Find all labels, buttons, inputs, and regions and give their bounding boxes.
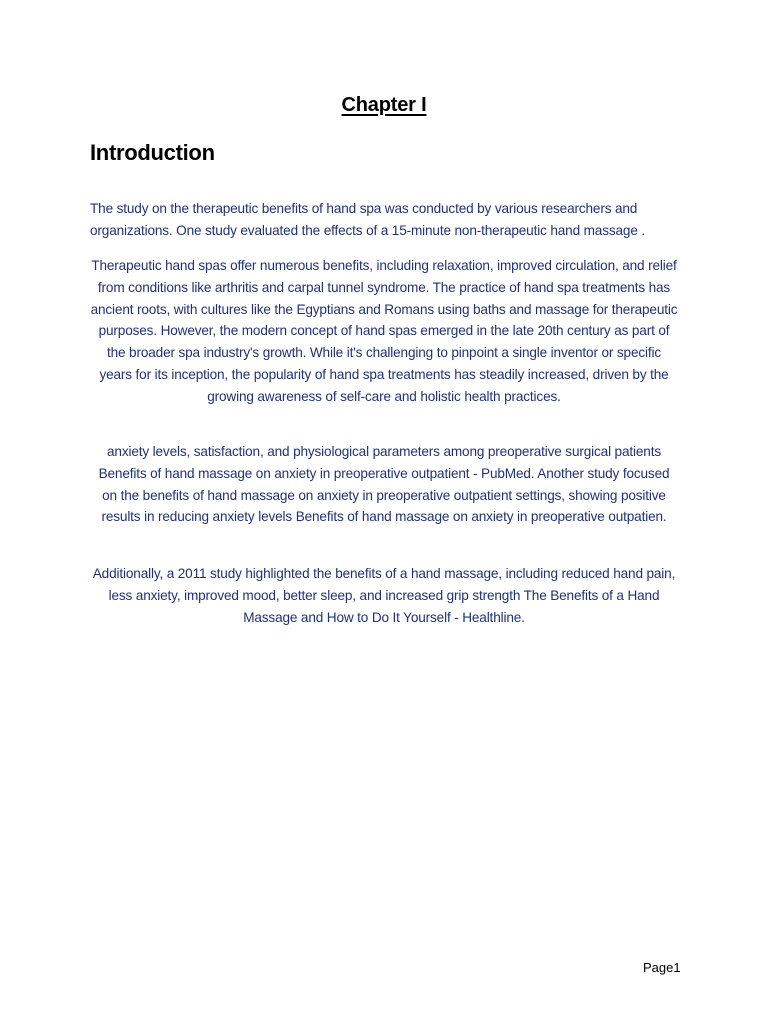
paragraph-2: Therapeutic hand spas offer numerous benefits, including relaxation, improved circulation, and relief from conditions like arthritis and carpal tunnel syndrome. The practice of hand spa treatments has ancient roots, with cultures like the Egyptians and Romans using baths and massage for therapeutic purposes. However, the modern concept of hand spas emerged in the late 20th century as part of the broader spa industry's growth. While it's challenging to pinpoint a single inventor or specific years for its inception, the popularity of hand spa treatments has steadily increased, driven by the growing awareness of self-care and holistic health practices. (90, 258, 678, 404)
paragraph-3: anxiety levels, satisfaction, and physiological parameters among preoperative surgical patients Benefits of hand massage on anxiety in preoperative outpatient - PubMed. Another study focused on the benefits of hand massage on anxiety in preoperative outpatient settings, showing positive results in reducing anxiety levels Benefits of hand massage on anxiety in preoperative outpatien. (98, 444, 670, 525)
page-number: Page1 (643, 960, 681, 975)
section-heading: Introduction (90, 140, 215, 165)
chapter-title: Chapter I (341, 94, 427, 116)
paragraph-4: Additionally, a 2011 study highlighted the benefits of a hand massage, including reduced hand pain, less anxiety, improved mood, better sleep, and increased grip strength The Benefits of a Hand Massage and How to Do It Yourself - Healthline. (92, 566, 676, 625)
paragraph-1: The study on the therapeutic benefits of hand spa was conducted by various researchers and organizations. One study evaluated the effects of a 15-minute non-therapeutic hand massage . (90, 201, 645, 238)
